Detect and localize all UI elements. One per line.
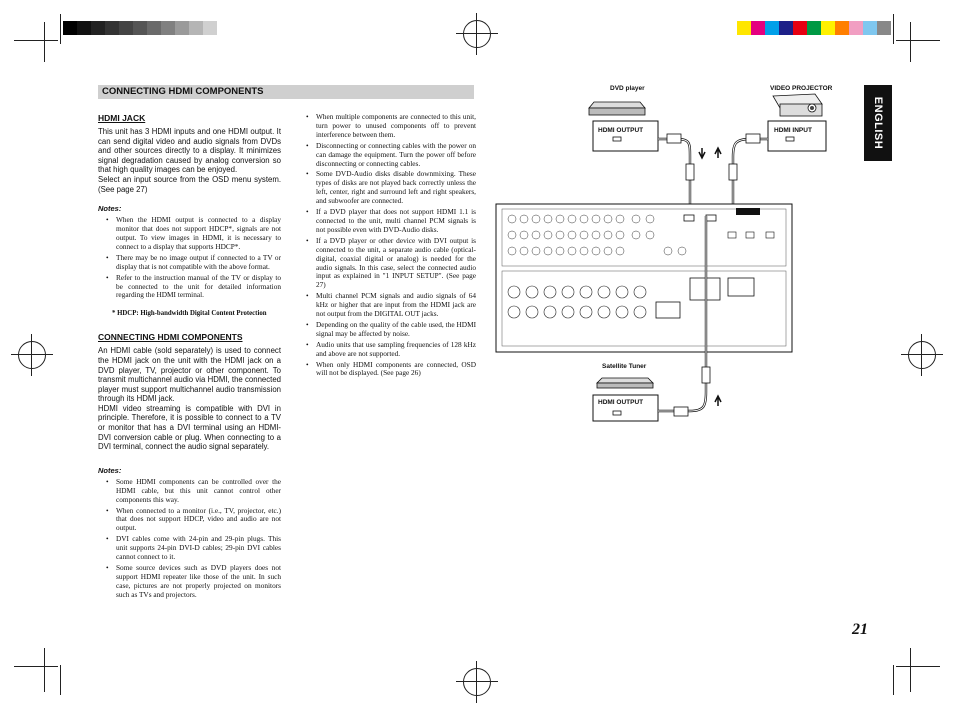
color-swatch	[877, 21, 891, 35]
connecting-notes	[98, 478, 281, 600]
note-item: • Refer to the instruction manual of the TV or display to be connected to the unit for detailed information regarding the HDMI terminal.	[104, 274, 281, 301]
language-tab-label: ENGLISH	[872, 96, 884, 150]
language-tab	[864, 85, 892, 161]
crop-mark	[893, 665, 894, 695]
crop-mark	[44, 22, 45, 62]
color-swatch	[779, 21, 793, 35]
note-item: • Some source devices such as DVD players does not support HDMI repeater like those of the unit. In such case, pictures are not properly projected on monitors such as TVs and projectors.	[104, 564, 281, 600]
left-column	[98, 113, 281, 602]
crop-mark	[14, 40, 58, 41]
color-swatch	[863, 21, 877, 35]
color-swatch	[737, 21, 751, 35]
note-item: • Some HDMI components can be controlled over the HDMI cable, but this unit cannot control other components this way.	[104, 478, 281, 505]
hdmi-jack-para2: Select an input source from the OSD menu system. (See page 27)	[98, 174, 281, 194]
note-item: • Audio units that use sampling frequencies of 128 kHz and above are not supported.	[304, 341, 476, 359]
color-swatch	[765, 21, 779, 35]
crop-mark	[14, 666, 58, 667]
grayscale-strip	[63, 21, 217, 35]
tuner-hdmi-output-label: HDMI OUTPUT	[598, 399, 644, 406]
crop-mark	[896, 40, 940, 41]
note-item: • DVI cables come with 24-pin and 29-pin plugs. This unit supports 24-pin DVI-D cables; 29-pin DVI cables cannot connect to it.	[104, 535, 281, 562]
crop-mark	[60, 14, 61, 44]
middle-column	[304, 113, 476, 380]
color-strip	[737, 21, 891, 35]
crop-mark	[910, 22, 911, 62]
page-number: 21	[852, 621, 868, 638]
connecting-para1: An HDMI cable (sold separately) is used to connect the HDMI jack on the unit with the HDMI jack on a DVD player, TV, projector or other component. To transmit multichannel audio via HDMI, the connected player must support multichannel audio transmission through its HDMI jack.	[98, 346, 281, 404]
note-item: • Disconnecting or connecting cables with the power on can damage the equipment. Turn the power off before disconnecting or connecting cables.	[304, 142, 476, 169]
connecting-heading: CONNECTING HDMI COMPONENTS	[98, 332, 243, 343]
hdmi-jack-para1: This unit has 3 HDMI inputs and one HDMI output. It can send digital video and audio signals from DVDs and other sources directly to a display. It minimizes signal degradation caused by analog conversion so that high quality images can be enjoyed.	[98, 127, 281, 175]
crop-mark	[893, 14, 894, 44]
hdcp-footnote: * HDCP: High-bandwidth Digital Content Protection	[112, 310, 267, 318]
color-swatch	[807, 21, 821, 35]
note-item: • When only HDMI components are connected, OSD will not be displayed. (See page 26)	[304, 361, 476, 379]
crop-mark	[896, 666, 940, 667]
projector-hdmi-input-label: HDMI INPUT	[774, 127, 812, 134]
connection-diagram	[490, 82, 862, 427]
receiver-rear-panel	[496, 204, 792, 352]
dvd-player-label: DVD player	[610, 85, 645, 92]
note-item: • When connected to a monitor (i.e., TV, projector, etc.) that does not support HDCP, video and audio are not output.	[104, 507, 281, 534]
crop-mark	[60, 665, 61, 695]
projector-label: VIDEO PROJECTOR	[770, 85, 833, 92]
registration-mark	[463, 668, 491, 696]
color-swatch	[751, 21, 765, 35]
color-swatch	[793, 21, 807, 35]
dvd-hdmi-output-label: HDMI OUTPUT	[598, 127, 644, 134]
arrow-up-icon	[715, 148, 721, 158]
notes-label: Notes:	[98, 465, 122, 475]
hdmi-jack-notes	[98, 216, 281, 300]
note-item: • There may be no image output if connected to a TV or display that is not compatible with the above format.	[104, 254, 281, 272]
color-swatch	[849, 21, 863, 35]
registration-mark	[463, 20, 491, 48]
connecting-para2: HDMI video streaming is compatible with DVI in principle. Therefore, it is possible to connect to a TV or monitor that has a DVI terminal using an HDMI-DVI conversion cable or plug. When connecting to a DVI terminal, connect the audio signal separately.	[98, 403, 281, 452]
note-item: • Some DVD-Audio disks disable downmixing. These types of disks are not played back correctly unless the left, center, right and surround left and right speakers, and subwoofer are connected.	[304, 170, 476, 206]
note-item: • When the HDMI output is connected to a display monitor that does not support HDCP*, signals are not output. To view images in HDMI, it is necessary to connect to a display that supports HDCP*.	[104, 216, 281, 252]
arrow-down-icon	[699, 148, 705, 158]
note-item: • If a DVD player or other device with DVI output is connected to the unit, a separate audio cable (optical-digital, coaxial digital or analog) is needed for the audio signals. In this case, select the connected audio input as explained in "1 INPUT SETUP". (See page 27)	[304, 237, 476, 290]
section-title: CONNECTING HDMI COMPONENTS	[98, 85, 474, 99]
crop-mark	[910, 648, 911, 692]
color-swatch	[821, 21, 835, 35]
crop-mark	[44, 648, 45, 692]
arrow-up-icon	[715, 396, 721, 406]
projector-icon	[773, 94, 822, 116]
note-item: • Depending on the quality of the cable used, the HDMI signal may be affected by noise.	[304, 321, 476, 339]
satellite-tuner-label: Satellite Tuner	[602, 363, 647, 370]
registration-mark	[908, 341, 936, 369]
note-item: • When multiple components are connected to this unit, turn power to unused components off to prevent interference between them.	[304, 113, 476, 140]
satellite-tuner-icon	[597, 378, 653, 388]
registration-mark	[18, 341, 46, 369]
dvd-player-icon	[589, 102, 645, 115]
color-swatch	[835, 21, 849, 35]
note-item: • Multi channel PCM signals and audio signals of 64 kHz or higher that are input from the HDMI jack are not output from the DIGITAL OUT jacks.	[304, 292, 476, 319]
hdmi-jack-heading: HDMI JACK	[98, 113, 146, 123]
notes-label: Notes:	[98, 204, 122, 214]
general-notes	[304, 113, 476, 378]
note-item: • If a DVD player that does not support HDMI 1.1 is connected to the unit, multi channel PCM signals is not possible even with DVD-Audio disks.	[304, 208, 476, 235]
